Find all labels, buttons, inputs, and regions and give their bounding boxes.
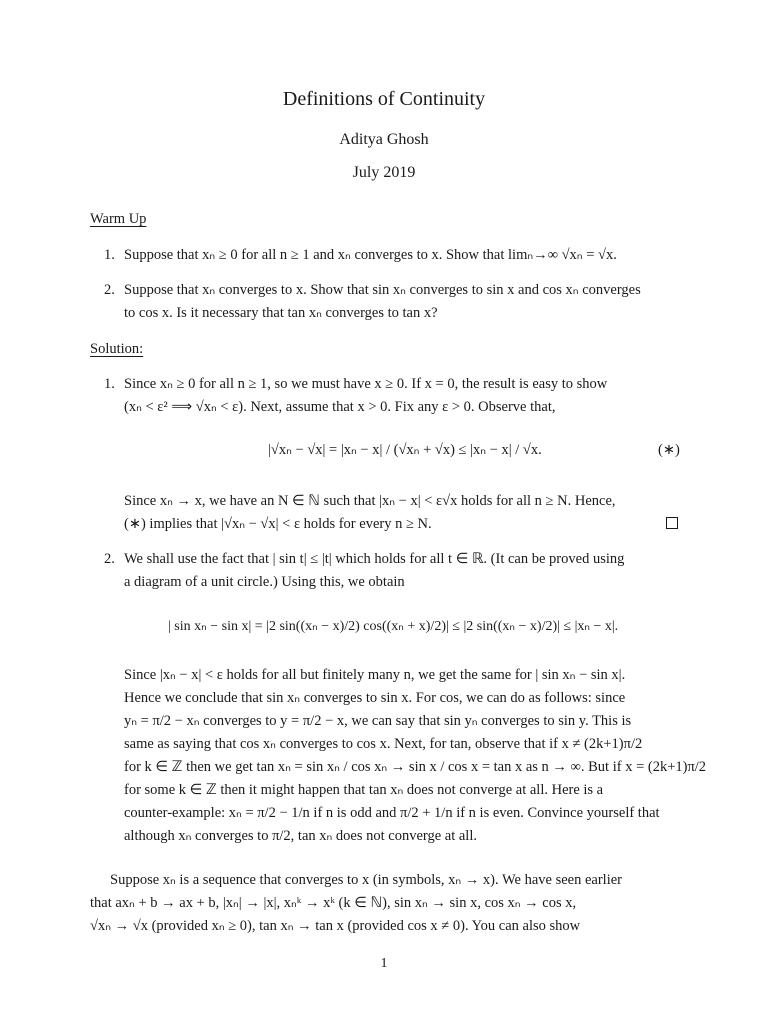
solution-item-2-after-line-3: yₙ = π/2 − xₙ converges to y = π/2 − x, we can say that sin yₙ converges to sin y. This is [124, 713, 632, 729]
solution-item-2-number: 2. [104, 551, 115, 567]
solution-item-2-after-line-4: same as saying that cos xₙ converges to cos x. Next, for tan, observe that if x ≠ (2k+1)π/2 [124, 736, 643, 752]
solution-item-2-after-line-8: although xₙ converges to π/2, tan xₙ does not converge at all. [124, 828, 477, 844]
solution-item-2-after-line-7: counter-example: xₙ = π/2 − 1/n if n is odd and π/2 + 1/n if n is even. Convince yourself that [124, 805, 660, 821]
solution-item-2-after-line-6: for some k ∈ ℤ then it might happen that tan xₙ does not converge at all. Here is a [124, 782, 604, 798]
solution-item-2-after-line-5: for k ∈ ℤ then we get tan xₙ = sin xₙ / cos xₙ → sin x / cos x = tan x as n → ∞. But if x = (2k+1)π/2 [124, 759, 707, 775]
closing-line-3: √xₙ → √x (provided xₙ ≥ 0), tan xₙ → tan x (provided cos x ≠ 0). You can also show [90, 918, 581, 934]
solution-item-2-after-line-2: Hence we conclude that sin xₙ converges to sin x. For cos, we can do as follows: since [124, 690, 626, 706]
document-title: Definitions of Continuity [282, 88, 486, 110]
solution-item-1-after-line-2: (∗) implies that |√xₙ − √x| < ε holds for every n ≥ N. [124, 516, 432, 532]
warmup-item-1-number: 1. [104, 247, 115, 263]
solution-item-2-after-line-1: Since |xₙ − x| < ε holds for all but finitely many n, we get the same for | sin xₙ − sin x|. [124, 667, 626, 683]
warmup-item-1-line-1: Suppose that xₙ ≥ 0 for all n ≥ 1 and xₙ converges to x. Show that limₙ→∞ √xₙ = √x. [124, 247, 617, 263]
document-author: Aditya Ghosh [339, 131, 429, 148]
page-number: 1 [380, 956, 388, 971]
warmup-heading: Warm Up [90, 211, 147, 227]
document-date: July 2019 [352, 164, 416, 181]
warmup-item-2-line-2: to cos x. Is it necessary that tan xₙ converges to tan x? [124, 305, 438, 321]
closing-paragraph [90, 868, 678, 937]
equation-sine-bound: | sin xₙ − sin x| = |2 sin((xₙ − x)/2) cos((xₙ + x)/2)| ≤ |2 sin((xₙ − x)/2)| ≤ |xₙ − x|. [168, 619, 619, 634]
solution-item-1-after-line-1: Since xₙ → x, we have an N ∈ ℕ such that |xₙ − x| < ε√x holds for all n ≥ N. Hence, [124, 493, 616, 509]
closing-line-2: that axₙ + b → ax + b, |xₙ| → |x|, xₙᵏ → xᵏ (k ∈ ℕ), sin xₙ → sin x, cos xₙ → cos x, [90, 895, 577, 911]
solution-item-2-line-2: a diagram of a unit circle.) Using this, we obtain [124, 574, 405, 590]
equation-star-tag: (∗) [658, 442, 680, 458]
solution-item-1-number: 1. [104, 376, 115, 392]
solution-item-1-line-2: (xₙ < ε² ⟹ √xₙ < ε). Next, assume that x > 0. Fix any ε > 0. Observe that, [124, 399, 556, 415]
qed-square-icon [666, 517, 678, 529]
warmup-item-2-line-1: Suppose that xₙ converges to x. Show that sin xₙ converges to sin x and cos xₙ converges [124, 282, 641, 298]
solution-heading: Solution: [90, 341, 144, 357]
closing-line-1: Suppose xₙ is a sequence that converges to x (in symbols, xₙ → x). We have seen earlier [110, 872, 622, 888]
warmup-item-2-number: 2. [104, 282, 115, 298]
solution-item-1-line-1: Since xₙ ≥ 0 for all n ≥ 1, so we must have x ≥ 0. If x = 0, the result is easy to show [124, 376, 608, 392]
equation-star: |√xₙ − √x| = |xₙ − x| / (√xₙ + √x) ≤ |xₙ − x| / √x. [268, 442, 542, 458]
solution-item-2-line-1: We shall use the fact that | sin t| ≤ |t| which holds for all t ∈ ℝ. (It can be proved using [124, 551, 625, 567]
